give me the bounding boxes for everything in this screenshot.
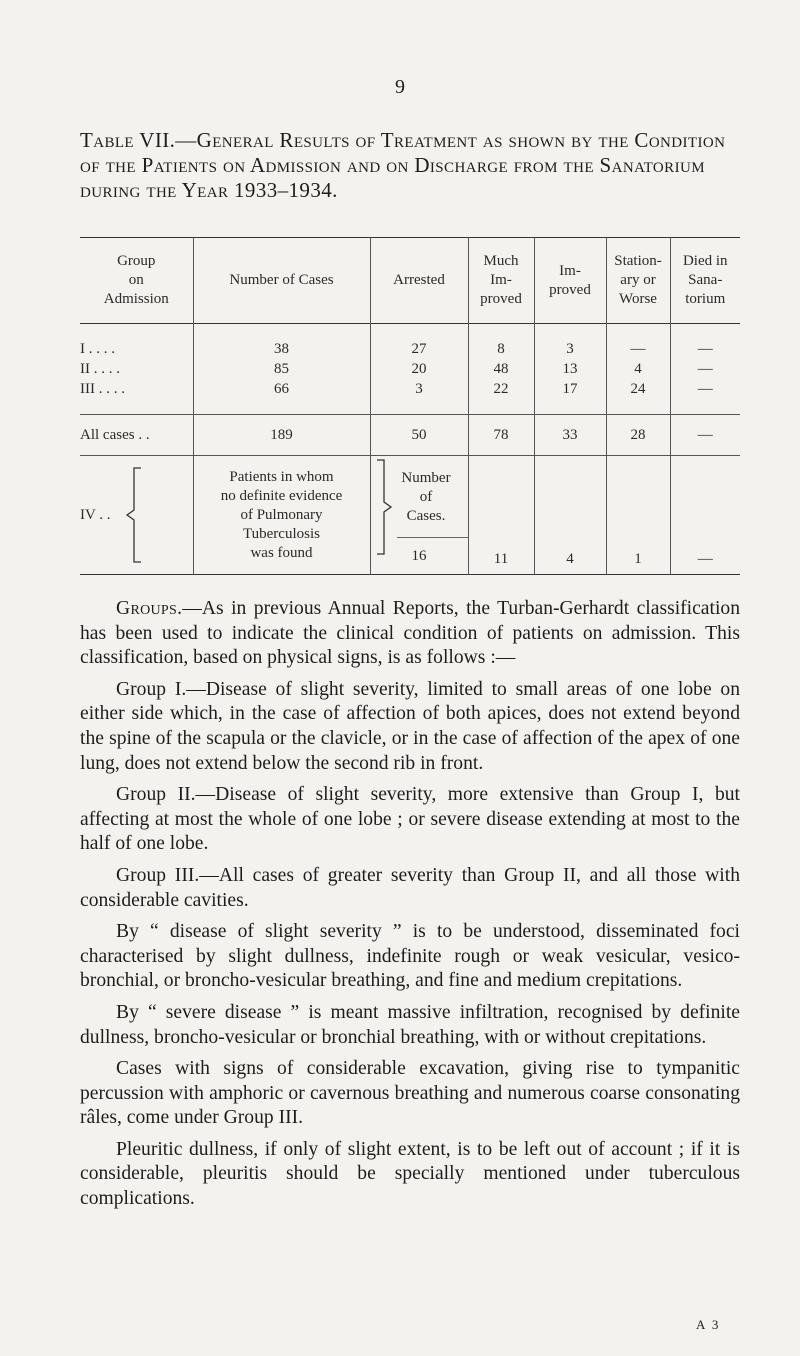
header-much-improved: Much Im- proved bbox=[468, 238, 534, 324]
all-cases-total: 189 bbox=[193, 415, 370, 456]
paragraph-excavation: Cases with signs of considerable excavation, giving rise to tympanitic percussion with amphoric or cavernous breathing and numerous coarse consonating râles, come under Group III. bbox=[80, 1058, 740, 1129]
paragraph-group-iii: Group III.—All cases of greater severity than Group II, and all those with considerable cavities. bbox=[80, 864, 740, 911]
group-iv-arrested-cell bbox=[370, 456, 468, 575]
group-iv-arrested: 16 bbox=[411, 548, 427, 564]
arrested-values: 27 20 3 bbox=[370, 324, 468, 415]
stationary-values: — 4 24 bbox=[606, 324, 670, 415]
paragraph-severe-disease: By “ severe disease ” is meant massive infiltration, recognised by definite dullness, broncho-vesicular or bronchial breathing, with or without crepitations. bbox=[80, 1001, 740, 1048]
number-of-cases-label-1: Number bbox=[401, 469, 451, 486]
group-labels: I . . . . II . . . . III . . . . bbox=[80, 341, 125, 397]
header-stationary: Station- ary or Worse bbox=[606, 238, 670, 324]
header-arrested: Arrested bbox=[370, 238, 468, 324]
group-iv-much-improved: 11 bbox=[468, 456, 534, 575]
signature-mark: A 3 bbox=[696, 1317, 721, 1332]
table-row-groups-i-iii bbox=[80, 324, 740, 415]
header-number-of-cases: Number of Cases bbox=[193, 238, 370, 324]
header-died: Died in Sana- torium bbox=[670, 238, 740, 324]
group-iv-label-cell bbox=[80, 456, 193, 575]
paragraph-group-ii: Group II.—Disease of slight severity, more extensive than Group I, but affecting at most the whole of one lobe ; or severe disease extending at most to the half of one lobe. bbox=[80, 784, 740, 855]
paragraph-groups: Groups.—As in previous Annual Reports, the Turban-Gerhardt classification has been used to indicate the clinical condition of patients on admission. This classification, based on physical signs, is as follows :— bbox=[80, 598, 740, 669]
group-iv-stationary: 1 bbox=[606, 456, 670, 575]
group-iv-description: Patients in whom no definite evidence of Pulmonary Tuberculosis was found bbox=[193, 456, 370, 575]
all-cases-improved: 33 bbox=[534, 415, 606, 456]
table-row-all-cases bbox=[80, 415, 740, 456]
table-caption: Table VII.—General Results of Treatment as shown by the Condition of the Patients on Admission and on Discharge from the Sanatorium during the Year 1933–1934. bbox=[80, 128, 726, 202]
cell-divider bbox=[397, 537, 468, 538]
left-brace-icon bbox=[117, 465, 147, 565]
header-row bbox=[80, 238, 740, 324]
group-iv-died: — bbox=[670, 456, 740, 575]
table-row-group-iv bbox=[80, 456, 740, 575]
header-improved: Im- proved bbox=[534, 238, 606, 324]
cases-values: 38 85 66 bbox=[193, 324, 370, 415]
all-cases-label: All cases . . bbox=[80, 415, 193, 456]
paragraph-group-i: Group I.—Disease of slight severity, limited to small areas of one lobe on either side which, in the case of affection of both apices, does not extend beyond the spine of the scapula or the clavicle, or in the case of affection of the apex of one lung, does not extend below the second rib in front. bbox=[80, 678, 740, 774]
paragraph-pleuritic: Pleuritic dullness, if only of slight extent, is to be left out of account ; if it is considerable, pleuritis should be specially mentioned under tuberculous complications. bbox=[80, 1138, 740, 1210]
number-of-cases-label-3: Cases. bbox=[406, 507, 446, 524]
much-improved-values: 8 48 22 bbox=[468, 324, 534, 415]
all-cases-stationary: 28 bbox=[606, 415, 670, 456]
all-cases-arrested: 50 bbox=[370, 415, 468, 456]
page-number: 9 bbox=[395, 76, 405, 98]
number-of-cases-label-2: of bbox=[419, 488, 433, 505]
group-iv-label: IV . . bbox=[80, 506, 111, 523]
right-brace-icon bbox=[373, 457, 393, 557]
paragraph-slight-severity: By “ disease of slight severity ” is to be understood, disseminated foci characterised by slight dullness, indefinite rough or weak vesicular, vesico-bronchial, or broncho-vesicular breathing, and fine and medium crepitations. bbox=[80, 921, 740, 992]
header-group: Group on Admission bbox=[103, 253, 169, 307]
died-values: — — — bbox=[670, 324, 740, 415]
group-iv-improved: 4 bbox=[534, 456, 606, 575]
results-table bbox=[80, 237, 740, 575]
all-cases-died: — bbox=[670, 415, 740, 456]
body-text bbox=[80, 597, 740, 1219]
all-cases-much-improved: 78 bbox=[468, 415, 534, 456]
improved-values: 3 13 17 bbox=[534, 324, 606, 415]
